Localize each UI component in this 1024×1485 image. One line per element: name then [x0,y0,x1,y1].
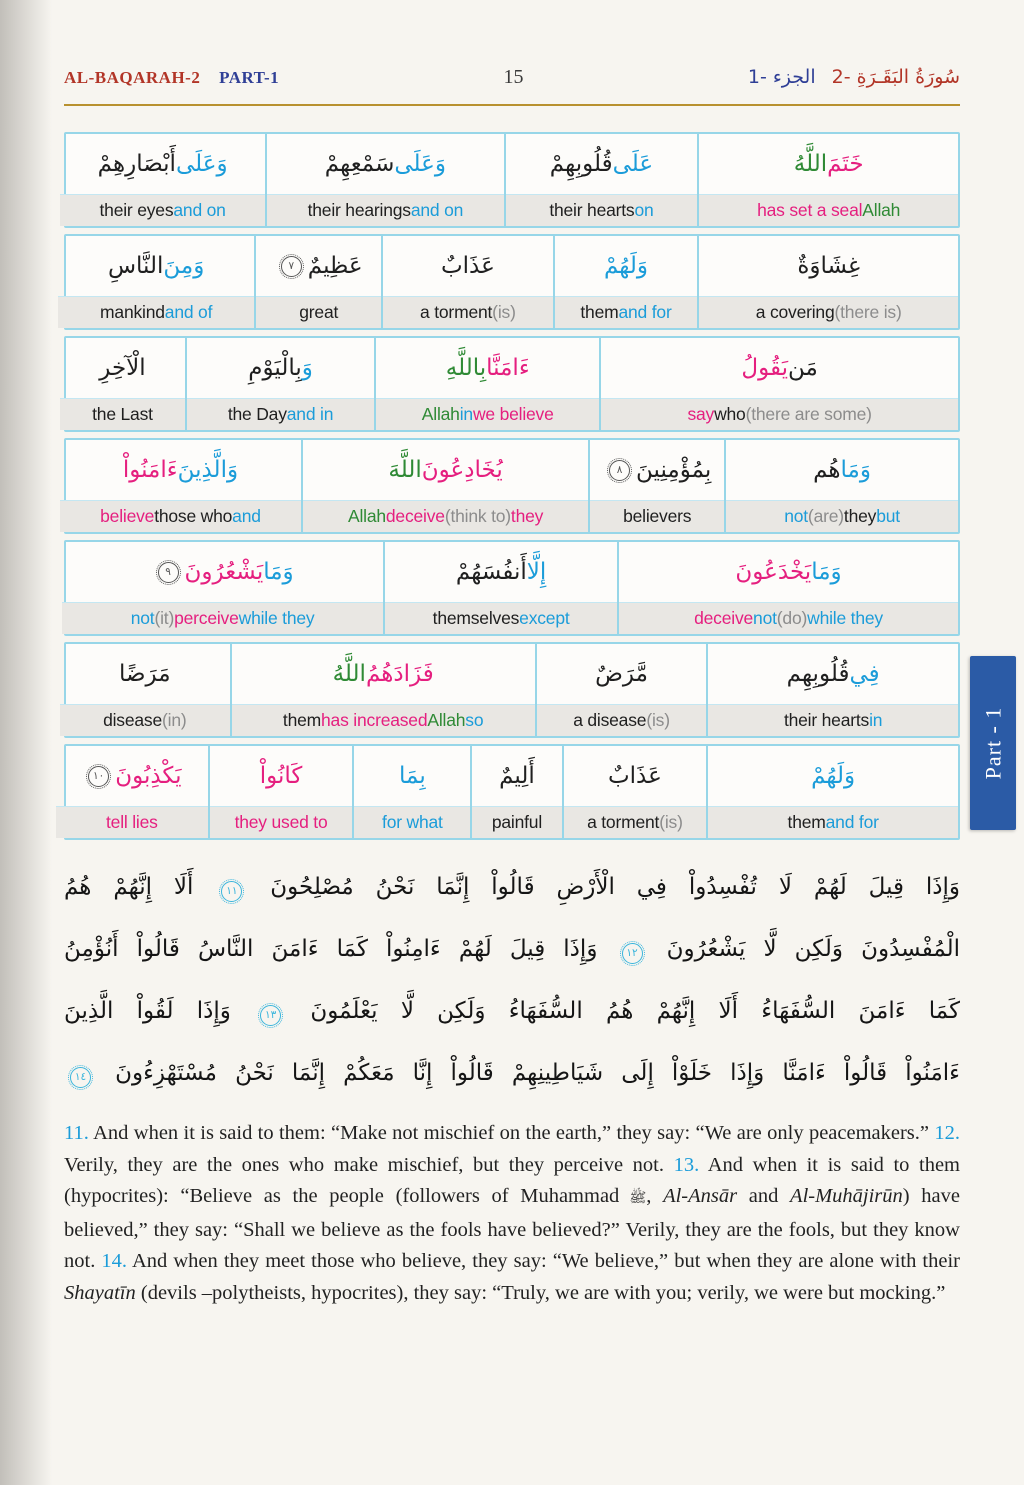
page-number: 15 [503,66,524,88]
text-segment: ءَامَنُواْ قَالُواْ ءَامَنَّا وَإِذَا خَلَوْاْ إِلَى شَيَاطِينِهِمْ قَالُواْ إِنَّا مَعَكُمْ إِنَّمَا نَحْنُ مُسْتَهْزِءُونَ [115,1060,960,1086]
english-gloss [60,398,185,430]
text-segment: and for [825,812,879,832]
english-gloss [726,500,958,532]
word-cell [60,440,303,532]
text-segment: we believe [472,404,554,424]
ayah-end-marker: ١٠ [88,766,109,787]
word-cell [232,644,537,736]
ayah-end-marker: ١٢ [622,943,643,964]
arabic-word [385,542,617,602]
english-gloss [708,806,958,838]
text-segment: and for [618,302,672,322]
text-segment: a torment [587,812,660,832]
english-gloss [58,296,254,328]
header-right [748,66,960,88]
text-segment: ءَامَنَّا [486,355,530,381]
header-left [64,68,279,88]
text-segment: ءَامَنُواْ [122,457,178,483]
text-segment: while they [807,608,883,628]
english-gloss [699,194,958,226]
text-segment: يَكْذِبُونَ [115,763,182,789]
word-cell [619,542,958,634]
text-segment: them [787,812,826,832]
text-segment: وَإِذَا قِيلَ لَهُمْ لَا تُفْسِدُواْ فِي الْأَرْضِ قَالُواْ إِنَّمَا نَحْنُ مُصْلِحُونَ [270,874,960,900]
arabic-word [354,746,470,806]
juz-label-arabic: الجزء -1 [747,66,816,88]
text-segment: كَانُواْ [259,763,303,789]
arabic-word [187,338,374,398]
text-segment: سَمْعِهِمْ [324,151,395,177]
text-segment: , [646,1185,664,1207]
text-segment: الْمُفْسِدُونَ وَلَكِن لَّا يَشْعُرُونَ [666,936,960,962]
text-segment: tell lies [106,812,158,832]
arabic-word [60,440,301,500]
word-cell [708,644,958,736]
word-cell [385,542,619,634]
text-segment: except [519,608,570,628]
arabic-word [619,542,958,602]
ayah-end-marker: ٨ [609,460,630,481]
text-segment: خَتَمَ [827,151,864,177]
english-gloss [232,704,535,736]
text-segment: Allah [427,710,466,730]
english-gloss [62,602,383,634]
arabic-word [210,746,353,806]
word-cell [699,134,958,226]
text-segment: وَلَهُمْ [811,763,856,789]
text-segment: (there are some) [745,404,872,424]
text-segment: قُلُوبِهِم [786,661,850,687]
text-segment: a disease [573,710,647,730]
english-gloss [303,500,588,532]
word-cell [60,134,267,226]
english-gloss [60,500,301,532]
text-segment: وَمَا [811,559,842,585]
english-gloss [555,296,698,328]
ayah-end-marker: ١٤ [70,1067,91,1088]
text-segment: (is) [646,710,670,730]
text-segment: themselves [432,608,520,628]
text-segment: 13. [673,1153,700,1176]
text-segment: believe [100,506,155,526]
text-segment: mankind [100,302,165,322]
text-segment: (in) [161,710,187,730]
text-segment: disease [103,710,162,730]
text-segment: ) have believed,” they say: “Shall we believe as the fools have believed?” Verily, they are the fools, but they know not. [64,1185,960,1272]
ayah-end-marker: ٩ [158,562,179,583]
word-cell [56,746,210,838]
text-segment: اللَّهَ [388,457,422,483]
english-gloss [267,194,503,226]
arabic-word [60,338,185,398]
english-gloss [383,296,552,328]
english-gloss [708,704,958,736]
word-cell [601,338,958,430]
text-segment: while they [238,608,315,628]
text-segment: has increased [321,710,428,730]
arabic-word [564,746,707,806]
arabic-word [60,644,229,704]
arabic-word [601,338,958,398]
text-segment: اللَّهُ [793,151,828,177]
arabic-word [555,236,698,296]
arabic-word [537,644,706,704]
text-segment: وَمَا [263,559,294,585]
text-segment: but [876,506,900,526]
text-segment: (think to) [444,506,511,526]
text-segment: a torment [420,302,493,322]
text-segment: they used to [234,812,328,832]
text-segment: in [869,710,883,730]
word-cell [62,542,385,634]
quran-line [64,918,960,980]
text-segment: their eyes [99,200,174,220]
text-segment: النَّاسِ [107,253,164,279]
arabic-word [708,644,958,704]
text-segment: عَذَابٌ [607,763,662,789]
word-cell [383,236,554,328]
surah-title-latin: AL-BAQARAH-2 [64,68,201,87]
english-gloss [376,398,599,430]
word-cell [708,746,958,838]
text-segment: And when it is said to them (hypocrites): “Believe as the people (followers of Muhammad [64,1153,960,1207]
word-row [64,132,960,228]
word-row [64,336,960,432]
text-segment: Allah [347,506,386,526]
word-cell [472,746,563,838]
arabic-word [267,134,503,194]
text-segment: them [282,710,322,730]
text-segment: And when they meet those who believe, they say: “We believe,” but when they are alone with their [127,1250,960,1272]
text-segment: عَذَابٌ [440,253,495,279]
text-segment: not [130,608,155,628]
text-segment: ﷺ [619,1191,647,1206]
text-segment: يَقُولُ [741,355,789,381]
text-segment: مَن [788,355,818,381]
header-rule [64,104,960,106]
text-segment: those who [154,506,233,526]
word-row [64,642,960,738]
word-cell [58,236,256,328]
text-segment: يَخْدَعُونَ [735,559,812,585]
text-segment: Verily, they are the ones who make mischief, but they perceive not. [64,1153,674,1176]
english-gloss [56,806,208,838]
text-segment: and on [410,200,464,220]
text-segment: in [459,404,473,424]
english-gloss [590,500,724,532]
english-gloss [60,194,265,226]
text-segment: مَرَضًا [119,661,171,687]
text-segment: الْآخِرِ [99,355,146,381]
surah-title-arabic: سُورَةُ البَقَـرَةِ -2 [831,66,960,88]
text-segment: 12. [934,1122,960,1144]
part-tab [970,656,1016,830]
text-segment: painful [491,812,543,832]
part-label-latin: PART-1 [219,68,280,87]
text-segment: their hearts [783,710,870,730]
word-cell [256,236,383,328]
quran-line [64,980,960,1042]
text-segment: (is) [492,302,516,322]
arabic-word [506,134,698,194]
text-segment: they [843,506,877,526]
arabic-word [472,746,561,806]
word-row [64,540,960,636]
quran-text-block [64,856,960,1104]
text-segment: أَبْصَارِهِمْ [97,151,176,177]
text-segment: فِي [849,661,880,687]
text-segment: and of [164,302,213,322]
word-by-word-grid [64,132,960,840]
text-segment: deceive [694,608,754,628]
text-segment: great [299,302,339,322]
arabic-word [62,542,383,602]
english-gloss [385,602,617,634]
text-segment: (devils –polytheists, hypocrites), they say: “Truly, we are with you; verily, we were but mocking.” [135,1281,946,1304]
text-segment: not [753,608,777,628]
text-segment: إِلَّا [526,559,547,585]
text-segment: وَعَلَى [394,151,446,177]
ayah-end-marker: ٧ [281,256,302,277]
text-segment: deceive [385,506,445,526]
word-cell [537,644,708,736]
english-gloss [187,398,374,430]
text-segment: وَمِنَ [163,253,205,279]
arabic-word [303,440,588,500]
text-segment: they [510,506,544,526]
arabic-word [708,746,958,806]
text-segment: 11. [64,1122,89,1144]
text-segment: Allah [862,200,901,220]
text-segment: وَ [301,355,313,381]
word-cell [187,338,376,430]
text-segment: (is) [659,812,683,832]
word-cell [726,440,958,532]
word-cell [60,338,187,430]
text-segment: بِالْيَوْمِ [248,355,302,381]
text-segment: say [687,404,715,424]
english-gloss [60,704,229,736]
text-segment: so [465,710,484,730]
arabic-word [60,134,265,194]
text-segment: عَظِيمٌ [307,253,363,279]
text-segment: Shayatīn [64,1281,136,1304]
text-segment: for what [382,812,443,832]
text-segment: believers [623,506,692,526]
english-gloss [354,806,470,838]
text-segment: وَإِذَا لَقُواْ الَّذِينَ [64,998,231,1024]
text-segment: the Last [92,404,153,424]
text-segment: وَمَا [840,457,871,483]
text-segment: فَزَادَهُمُ [365,661,434,687]
text-segment: وَالَّذِينَ [177,457,239,483]
text-segment: غِشَاوَةٌ [797,253,861,279]
page-gutter-shadow [0,0,52,1485]
page-header [64,66,960,96]
text-segment: a covering [755,302,835,322]
page-content [64,66,960,1309]
part-tab-label: Part - 1 [980,706,1006,780]
arabic-word [256,236,381,296]
text-segment: Al-Ansār [663,1185,738,1207]
text-segment: has set a seal [757,200,863,220]
text-segment: and [232,506,261,526]
english-gloss [564,806,707,838]
text-segment: and on [173,200,226,220]
word-cell [506,134,700,226]
word-row [64,744,960,840]
word-cell [354,746,472,838]
word-row [64,234,960,330]
text-segment: (there is) [834,302,902,322]
english-gloss [699,296,958,328]
text-segment: قُلُوبِهِمْ [549,151,613,177]
text-segment: اللَّهُ [332,661,366,687]
text-segment: بِمُؤْمِنِينَ [636,457,712,483]
arabic-word [232,644,535,704]
english-gloss [256,296,381,328]
text-segment: and [737,1185,791,1207]
text-segment: أَنفُسَهُمْ [455,559,527,585]
text-segment: their hearings [307,200,411,220]
text-segment: كَمَا ءَامَنَ السُّفَهَاءُ أَلَا إِنَّهُمْ هُمُ السُّفَهَاءُ وَلَكِن لَّا يَعْلَمُونَ [310,998,960,1024]
text-segment: أَلِيمٌ [499,763,535,789]
arabic-word [383,236,552,296]
ayah-end-marker: ١٣ [260,1005,281,1026]
text-segment: هُم [813,457,841,483]
arabic-word [726,440,958,500]
arabic-word [699,236,958,296]
text-segment: وَإِذَا قِيلَ لَهُمْ ءَامِنُواْ كَمَا ءَامَنَ النَّاسُ قَالُواْ أَنُؤْمِنُ [64,936,598,962]
word-cell [267,134,505,226]
text-segment: مَّرَضٌ [595,661,648,687]
text-segment: عَلَى [612,151,654,177]
text-segment: and in [286,404,334,424]
arabic-word [590,440,724,500]
text-segment: بِمَا [399,763,426,789]
text-segment: (do) [776,608,808,628]
quran-line [64,1042,960,1104]
arabic-word [376,338,599,398]
arabic-word [699,134,958,194]
text-segment: وَعَلَى [175,151,228,177]
text-segment: the Day [227,404,287,424]
ayah-end-marker: ١١ [221,881,242,902]
word-cell [376,338,601,430]
text-segment: perceive [174,608,239,628]
word-row [64,438,960,534]
text-segment: who [714,404,746,424]
text-segment: And when it is said to them: “Make not mischief on the earth,” they say: “We are only peacemakers.” [88,1122,935,1144]
text-segment: Allah [421,404,460,424]
translation-paragraph [64,1118,960,1309]
english-gloss [619,602,958,634]
text-segment: 14. [101,1250,128,1272]
word-cell [210,746,355,838]
text-segment: their hearts [549,200,635,220]
text-segment: يَشْعُرُونَ [184,559,264,585]
text-segment: وَلَهُمْ [603,253,648,279]
word-cell [555,236,700,328]
text-segment: بِاللَّهِ [445,355,487,381]
text-segment: (are) [807,506,844,526]
text-segment: يُخَادِعُونَ [421,457,503,483]
arabic-word [58,236,254,296]
text-segment: Al-Muhājirūn [790,1185,903,1207]
word-cell [590,440,726,532]
word-cell [60,644,231,736]
english-gloss [472,806,561,838]
english-gloss [210,806,353,838]
text-segment: (it) [154,608,175,628]
word-cell [699,236,958,328]
text-segment: them [580,302,619,322]
quran-line [64,856,960,918]
word-cell [303,440,590,532]
text-segment: on [634,200,654,220]
arabic-word [56,746,208,806]
english-gloss [601,398,958,430]
word-cell [564,746,709,838]
text-segment: أَلَا إِنَّهُمْ هُمُ [64,874,194,900]
english-gloss [506,194,698,226]
text-segment: not [784,506,808,526]
english-gloss [537,704,706,736]
